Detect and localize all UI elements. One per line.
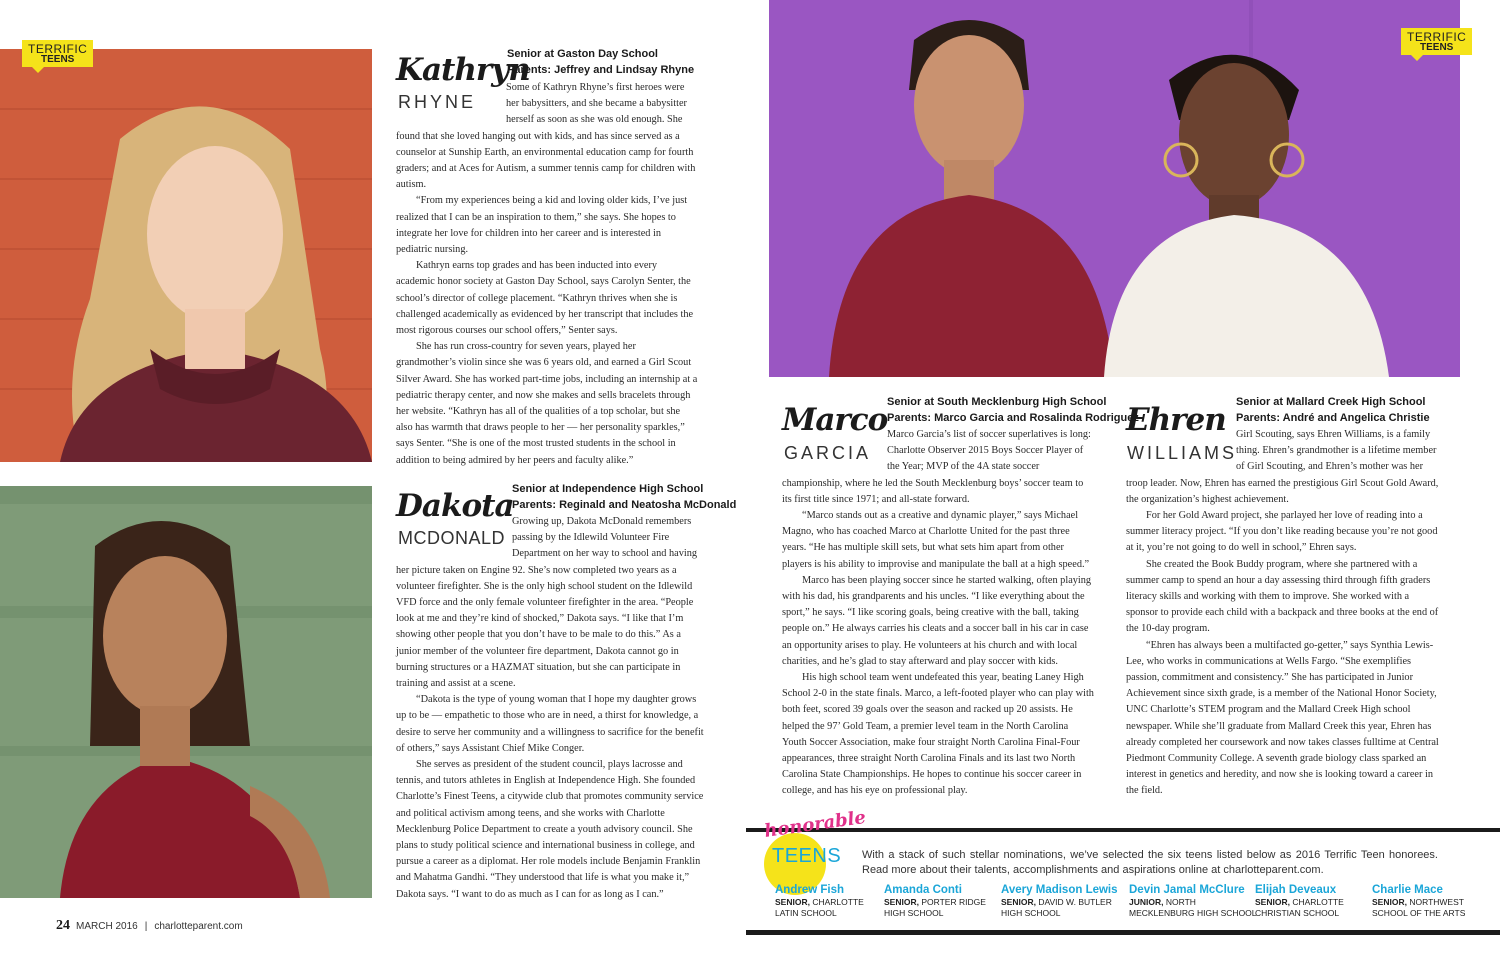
honoree-item xyxy=(884,884,986,919)
marco-first-name: Marco xyxy=(782,402,888,438)
dakota-bio xyxy=(396,514,706,903)
honoree-grade: SENIOR, xyxy=(1001,897,1036,907)
marco-bio-header xyxy=(887,394,1139,426)
honorable-bottom-rule xyxy=(746,930,1500,935)
honoree-item xyxy=(1372,884,1465,919)
honoree-item xyxy=(775,884,864,919)
kathryn-parents: Parents: Jeffrey and Lindsay Rhyne xyxy=(507,64,695,76)
kathryn-first-name: Kathryn xyxy=(396,52,530,88)
issue-date: MARCH 2016 xyxy=(76,921,138,932)
terrific-teens-badge-left xyxy=(22,40,93,67)
honoree-school: NORTH xyxy=(1165,897,1196,907)
badge-line2: TEENS xyxy=(1420,42,1454,53)
honoree-school-line2: LATIN SCHOOL xyxy=(775,908,837,918)
ehren-paragraph: For her Gold Award project, she parlayed her love of reading into a summer literacy project. “If you don’t like reading because you’re not good at it, you’re not going to do well in school,” Ehren says. xyxy=(1126,510,1438,554)
kathryn-bio xyxy=(396,80,698,469)
honoree-school: NORTHWEST xyxy=(1409,897,1464,907)
honoree-name: Andrew Fish xyxy=(775,884,845,896)
dakota-parents: Parents: Reginald and Neatosha McDonald xyxy=(512,499,737,511)
photo-kathryn xyxy=(0,49,372,462)
honoree-school-line2: CHRISTIAN SCHOOL xyxy=(1255,908,1340,918)
honoree-school: CHARLOTTE xyxy=(1292,897,1344,907)
honoree-school-line2: SCHOOL OF THE ARTS xyxy=(1372,908,1466,918)
honoree-school: CHARLOTTE xyxy=(812,897,864,907)
honoree-name: Devin Jamal McClure xyxy=(1129,884,1245,896)
honoree-grade: SENIOR, xyxy=(1372,897,1407,907)
ehren-first-name: Ehren xyxy=(1126,402,1226,438)
page-number: 24 xyxy=(56,918,70,933)
dakota-paragraph: Growing up, Dakota McDonald remembers passing by the Idlewild Volunteer Fire Department on her way to school and having her picture taken on Engine 92. She’s now completed two years as a volunteer firefighter. She is the only high school student on the Idlewild VFD force and the only female volunteer firefighter in the area. “People look at me and they’re kind of shocked,” Dakota says. “I like that I’m showing other people that you don’t have to be male to do this.” As a junior member of the volunteer fire department, Dakota cannot go in burning structures or a HAZMAT situation, but she can participate in training and assist at a scene. xyxy=(396,516,698,690)
honorable-title-script: honorable xyxy=(763,806,868,843)
marco-bio xyxy=(782,427,1094,800)
honoree-name: Amanda Conti xyxy=(884,884,962,896)
photo-dakota xyxy=(0,486,372,898)
badge-line1: TERRIFIC xyxy=(1407,30,1467,44)
honoree-grade: SENIOR, xyxy=(775,897,810,907)
website-link[interactable]: charlotteparent.com xyxy=(154,921,243,932)
kathryn-last-name: RHYNE xyxy=(398,92,477,112)
dakota-first-name: Dakota xyxy=(396,488,514,524)
ehren-last-name: WILLIAMS xyxy=(1127,443,1238,463)
photo-marco-ehren xyxy=(769,0,1460,377)
honoree-school: DAVID W. BUTLER xyxy=(1038,897,1112,907)
footer-divider: | xyxy=(144,921,148,932)
dakota-bio-header xyxy=(512,481,736,513)
marco-paragraph: Marco Garcia’s list of soccer superlatives is long: Charlotte Observer 2015 Boys Soccer Player of the Year; MVP of the 4A state soccer championship, where he led the South Mecklenburg boys’ soccer team to its first title since 1971; and all-state forward. xyxy=(782,429,1091,505)
honorable-intro: With a stack of such stellar nominations, we’ve selected the six teens listed below as 2016 Terrific Teen honorees. Read more about their talents, accomplishments and aspirations online at charlotteparent.com. xyxy=(862,849,1438,876)
honoree-item xyxy=(1129,884,1257,919)
honoree-name: Avery Madison Lewis xyxy=(1001,884,1118,896)
kathryn-paragraph: Kathryn earns top grades and has been inducted into every academic honor society at Gaston Day School, says Carolyn Senter, the school’s director of college placement. “Kathryn thrives when she is challenged academically as evidenced by her transcript that includes the most rigorous courses our school offers,” Senter says. xyxy=(396,260,694,337)
honoree-item xyxy=(1001,884,1118,919)
honoree-grade: SENIOR, xyxy=(1255,897,1290,907)
honoree-grade: JUNIOR, xyxy=(1129,897,1164,907)
honoree-name: Charlie Mace xyxy=(1372,884,1443,896)
dakota-school: Senior at Independence High School xyxy=(512,483,704,495)
kathryn-school: Senior at Gaston Day School xyxy=(507,48,658,60)
dakota-last-name: MCDONALD xyxy=(398,528,506,548)
page-footer xyxy=(56,918,243,934)
ehren-paragraph: “Ehren has always been a multifacted go-getter,” says Synthia Lewis-Lee, who works in communications at Wells Fargo. “She exemplifies passion, commitment and consistency.” She has participated in Junior Achievement since sixth grade, is a member of the National Honor Society, UNC Charlotte’s STEM program and the Mallard Creek High school newspaper. While she’ll graduate from Mallard Creek this year, Ehren has already completed her coursework and now takes classes fulltime at Central Piedmont Community College. A seventh grade biology class sparked an interest in genetics and heredity, and now she is looking toward a career in the field. xyxy=(1126,639,1439,797)
terrific-teens-badge-right xyxy=(1401,28,1472,55)
honorable-title-teens: TEENS xyxy=(772,845,842,867)
kathryn-paragraph: She has run cross-country for seven years, played her grandmother’s violin since she was 6 years old, and earned a Girl Scout Silver Award. She has worked part-time jobs, including an internship at a pediatric therapy center, and now she makes and sells bracelets through her website. “Kathryn has all of the qualities of a top scholar, but she also has warmth that draws people to her — her personality sparkles,” says Senter. “She is one of the most trusted students in the school in addition to being admired by her peers and faculty alike.” xyxy=(396,341,698,466)
kathryn-bio-header xyxy=(507,46,694,78)
ehren-bio xyxy=(1126,427,1440,800)
honoree-item xyxy=(1255,884,1344,919)
ehren-paragraph: She created the Book Buddy program, where she partnered with a summer camp to spend an hour a day assessing third through fifth graders literacy skills and working with them to improve. She worked with a sponsor to provide each child with a backpack and three books at the end of the 10-day program. xyxy=(1126,558,1439,635)
honoree-name: Elijah Deveaux xyxy=(1255,884,1337,896)
honoree-school: PORTER RIDGE xyxy=(921,897,986,907)
marco-paragraph: Marco has been playing soccer since he started walking, often playing with his dad, his grandparents and his uncles. “I like everything about the sport,” he says. “I like scoring goals, being creative with the ball, taking people on.” He always carries his cleats and a soccer ball in his car in case an opportunity arises to play. He volunteers at his church and with local charities, and he’s glad to stay afterward and play soccer with kids. xyxy=(782,574,1092,667)
marco-parents: Parents: Marco Garcia and Rosalinda Rodriguez xyxy=(887,412,1139,424)
kathryn-paragraph: “From my experiences being a kid and loving older kids, I’ve just realized that I can be an inspiration to them,” she says. She hopes to integrate her love for children into her career and is interested in pediatric nursing. xyxy=(396,195,688,256)
ehren-bio-header xyxy=(1236,394,1430,426)
ehren-school: Senior at Mallard Creek High School xyxy=(1236,396,1426,408)
marco-last-name: GARCIA xyxy=(784,443,872,463)
honoree-grade: SENIOR, xyxy=(884,897,919,907)
badge-line2: TEENS xyxy=(41,54,75,65)
dakota-paragraph: “Dakota is the type of young woman that I hope my daughter grows up to be — empathetic to those who are in need, a thirst for knowledge, a desire to serve her community and a willingness to sacrifice for the benefit of others,” says Assistant Chief Mike Conger. xyxy=(396,694,704,754)
honoree-school-line2: MECKLENBURG HIGH SCHOOL xyxy=(1129,908,1257,918)
ehren-parents: Parents: André and Angelica Christie xyxy=(1236,412,1430,424)
marco-paragraph: His high school team went undefeated this year, beating Laney High School 2-0 in the state finals. Marco, a left-footed player who can play with both feet, scored 39 goals over the season and racked up 20 assists. He helped the 97’ Gold Team, a premier level team in the North Carolina Youth Soccer Association, make four straight North Carolina Final-Four appearances, three straight North Carolina Finals and its last two North Carolina State Championships. He hopes to continue his soccer career in college, and has his eye on professional play. xyxy=(782,672,1094,797)
badge-line1: TERRIFIC xyxy=(28,42,88,56)
ehren-paragraph: Girl Scouting, says Ehren Williams, is a family thing. Ehren’s grandmother is a lifetime member of Girl Scouting, and Ehren’s mother was her troop leader. Now, Ehren has earned the prestigious Girl Scout Gold Award, the organization’s highest achievement. xyxy=(1126,429,1439,505)
marco-school: Senior at South Mecklenburg High School xyxy=(887,396,1107,408)
dakota-paragraph: She serves as president of the student council, plays lacrosse and tennis, and tutors athletes in English at Independence High. She founded Charlotte’s Finest Teens, a citywide club that promotes community service and political activism among teens, and she works with Charlotte Mecklenburg Police Department to create a youth advisory council. She plans to study political science and international business in college, and pursue a career as a diplomat. Her role models include Benjamin Franklin and Mahatma Gandhi. “They understood that life is what you make it,” Dakota says. “I want to do as much as I can for as long as I can.” xyxy=(396,759,704,900)
kathryn-paragraph: Some of Kathryn Rhyne’s first heroes were her babysitters, and she became a babysitter herself as soon as she was old enough. She found that she loved hanging out with kids, and has since served as a counselor at Sunship Earth, an environmental education camp for fourth graders; and at Aces for Autism, a summer tennis camp for children with autism. xyxy=(396,82,696,191)
honoree-school-line2: HIGH SCHOOL xyxy=(884,908,944,918)
honoree-school-line2: HIGH SCHOOL xyxy=(1001,908,1061,918)
marco-paragraph: “Marco stands out as a creative and dynamic player,” says Michael Magno, who has coached Marco at Charlotte United for the past three years. “He has multiple skill sets, but what sets him apart from other players is his ability to improvise and manipulate the ball at a high speed.” xyxy=(782,510,1090,570)
